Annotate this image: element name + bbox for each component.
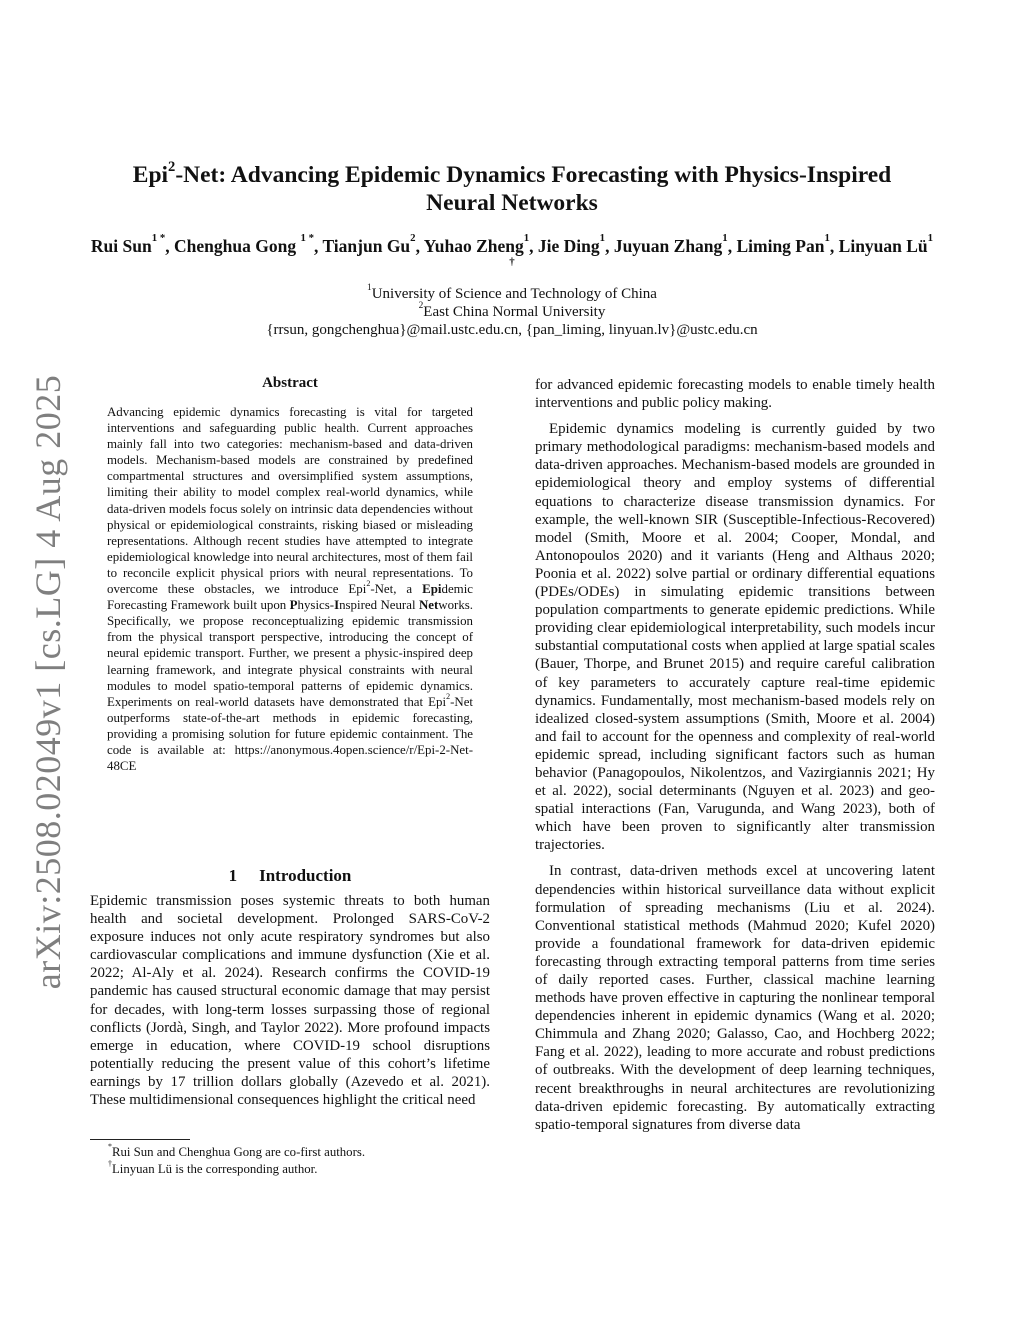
section-title: Introduction <box>259 866 352 885</box>
footnote-text: Rui Sun and Chenghua Gong are co-first authors. <box>111 1145 366 1159</box>
footnote-text: Linyuan Lü is the corresponding author. <box>111 1162 318 1176</box>
abstract-part: nspired Neural <box>339 598 419 613</box>
author-mark: 1 <box>523 232 530 244</box>
intro-paragraph: Epidemic transmission poses systemic threats to both human health and societal development. Prolonged SARS-CoV-2 exposure induces not only acute respiratory syndromes but also cardiovascular complications and immune dysfunction (Xie et al. 2022; Al-Aly et al. 2024). Research confirms the COVID-19 pandemic has caused structural economic damage that may persist for decades, with long-term losses surpassing those of regional conflicts (Jordà, Singh, and Taylor 2022). More profound impacts emerge in education, where COVID-19 school disruptions potentially reducing the present value of this cohort’s lifetime earnings by 17 trillion dollars globally (Azevedo et al. 2021). These multidimensional consequences highlight the critical need <box>90 893 490 1109</box>
section-number: 1 <box>228 866 238 885</box>
affiliation-1 <box>90 285 934 303</box>
paragraph: Epidemic dynamics modeling is currently guided by two primary methodological paradigms: mechanism-based models and data-driven approaches. Mechanism-based models are grounded in epidemiological theory and employ systems of differential equations to characterize disease transmission dynamics. For example, the well-known SIR (Susceptible-Infectious-Recovered) model (Smith, Moore et al. 2004; Cooper, Mondal, and Antonopoulos 2020) and it variants (Heng and Althaus 2020; Poonia et al. 2022) solve partial or ordinary differential equations (PDEs/ODEs) in simulating epidemic transitions between population compartments to generate epidemic predictions. While providing clear epidemiological interpretability, such models incur substantial computational costs when applied at large spatial scales (Bauer, Thorpe, and Brunet 2015) and require careful calibration of key parameters to accurately capture real-time epidemic dynamics. Fundamentally, most mechanism-based models rely on idealized closed-system assumptions (Smith, Moore et al. 2004) and fail to account for the openness and complexity of real-world epidemic spread, including significant factors such as human behavior (Panagopoulos, Nikolentzos, and Vazirgiannis 2021; Hy et al. 2022), social determinants (Nguyen et al. 2023) and geo-spatial interactions (Fan, Varugunda, and Wang 2023), both of which have been proven to significantly alter transmission trajectories. <box>535 421 935 854</box>
paragraph: In contrast, data-driven methods excel at uncovering latent dependencies within historical surveillance data without explicit formulation of spreading mechanisms (Liu et al. 2024). Conventional statistical methods (Mahmud 2020; Kufel 2020) provide a foundational framework for data-driven epidemic forecasting through extracting temporal patterns from time series of daily reported cases. Further, classical machine learning methods have proven effective in capturing the nonlinear temporal dependencies inherent in epidemic dynamics (Wang et al. 2020; Chimmula and Zhang 2020; Galasso, Cao, and Hochberg 2022; Fang et al. 2022), leading to more accurate and robust predictions of outbreaks. With the development of deep learning techniques, recent breakthroughs in neural architectures are revolutionizing data-driven epidemic forecasting. By automatically extracting spatio-temporal signatures from diverse data <box>535 863 935 1133</box>
abstract-heading: Abstract <box>262 375 318 391</box>
author-mark: 2 <box>410 232 416 244</box>
abstract-part: hysics- <box>297 598 335 613</box>
author-mark: 1 * <box>300 232 315 244</box>
abstract-superscript: 2 <box>366 579 371 589</box>
title-prefix: Epi <box>132 162 169 188</box>
title-line1: -Net: Advancing Epidemic Dynamics Forecasting with Physics-Inspired <box>175 162 892 188</box>
author-mark: 1 <box>722 232 728 244</box>
author-mark: 1 * <box>151 232 166 244</box>
author-mark: 1 <box>824 232 830 244</box>
author: Juyuan Zhang <box>613 236 723 256</box>
author-mark: 1 † <box>509 232 934 268</box>
abstract-part: -Net outperforms state-of-the-art methods in epidemic forecasting, providing a promising solution for future epidemic containment. The code is available at: https://anonymous.4open.science/r/Epi-2-Net-48CE <box>107 694 473 774</box>
author: Yuhao Zheng <box>423 236 524 256</box>
affiliation-2 <box>90 303 934 321</box>
arxiv-identifier: arXiv:2508.02049v1 [cs.LG] 4 Aug 2025 <box>28 374 68 990</box>
abstract-bold: I <box>334 598 340 613</box>
author: Rui Sun <box>90 236 152 256</box>
abstract-bold: P <box>289 598 298 613</box>
paragraph: for advanced epidemic forecasting models to enable timely health interventions and public policy making. <box>535 377 935 412</box>
footnote-rule <box>90 1139 190 1140</box>
abstract-part: demic Forecasting Framework built upon <box>107 582 473 613</box>
abstract-superscript: 2 <box>446 691 451 701</box>
affiliation-mark: 1 <box>367 283 372 293</box>
author-list: Rui Sun$^{1 *}$, Chenghua Gong $^{1 *}$, Tianjun Gu$^2$, Yuhao Zheng$^1$, Jie Ding$^1$, Juyuan Zhang$^1$, Liming Pan$^1$, Linyuan $Lü^{1 \dagger}$ <box>90 232 934 268</box>
affiliation-mark: 2 <box>418 301 424 311</box>
author-mark: 1 <box>599 232 606 244</box>
affiliation-text: University of Science and Technology of China <box>371 286 657 302</box>
author: Liming Pan <box>736 236 825 256</box>
footnote-2 <box>108 1161 317 1177</box>
author: Chenghua Gong <box>174 236 297 256</box>
paper-title <box>90 161 934 217</box>
author: Linyuan Lü <box>838 236 928 256</box>
author-emails: {rrsun, gongchenghua}@mail.ustc.edu.cn, {pan_liming, linyuan.lv}@ustc.edu.cn <box>266 322 758 338</box>
title-line2: Neural Networks <box>426 190 598 216</box>
abstract-part: Advancing epidemic dynamics forecasting is vital for targeted interventions and safeguarding public health. Current approaches mainly fall into two categories: mechanism-based and data-driven models. Mechanism-based models are constrained by predefined compartmental structures and oversimplified system assumptions, limiting their ability to model complex real-world dynamics, while data-driven models focus solely on intrinsic data dependencies without physical or epidemiological constraints, risking biased or misleading representations. Although recent studies have attempted to integrate epidemiological knowledge into neural architectures, most of them fail to reconcile explicit physical priors with neural representations. To overcome these obstacles, we introduce Epi <box>107 405 473 597</box>
affiliations <box>90 285 934 339</box>
footnote-mark: * <box>108 1142 112 1151</box>
title-superscript: 2 <box>168 159 176 175</box>
right-column <box>535 376 935 1134</box>
abstract-bold: Net <box>418 598 439 613</box>
author: Tianjun Gu <box>322 236 411 256</box>
footnote-mark: † <box>108 1159 112 1168</box>
abstract-bold: Epi <box>422 582 442 597</box>
abstract-part: -Net, a <box>370 582 423 597</box>
author: Jie Ding <box>537 236 600 256</box>
abstract-text <box>107 404 473 774</box>
section-heading <box>90 866 490 886</box>
affiliation-text: East China Normal University <box>423 304 606 320</box>
abstract-part: works. Specifically, we propose reconceptualizing epidemic transmission from the physical transport perspective, introducing the concept of neural epidemic transport. Further, we present a physic-inspired deep learning framework, and integrate physical constraints with neural modules to model spatio-temporal patterns of epidemic dynamics. Experiments on real-world datasets have demonstrated that Epi <box>107 598 474 709</box>
footnote-1 <box>108 1144 365 1160</box>
